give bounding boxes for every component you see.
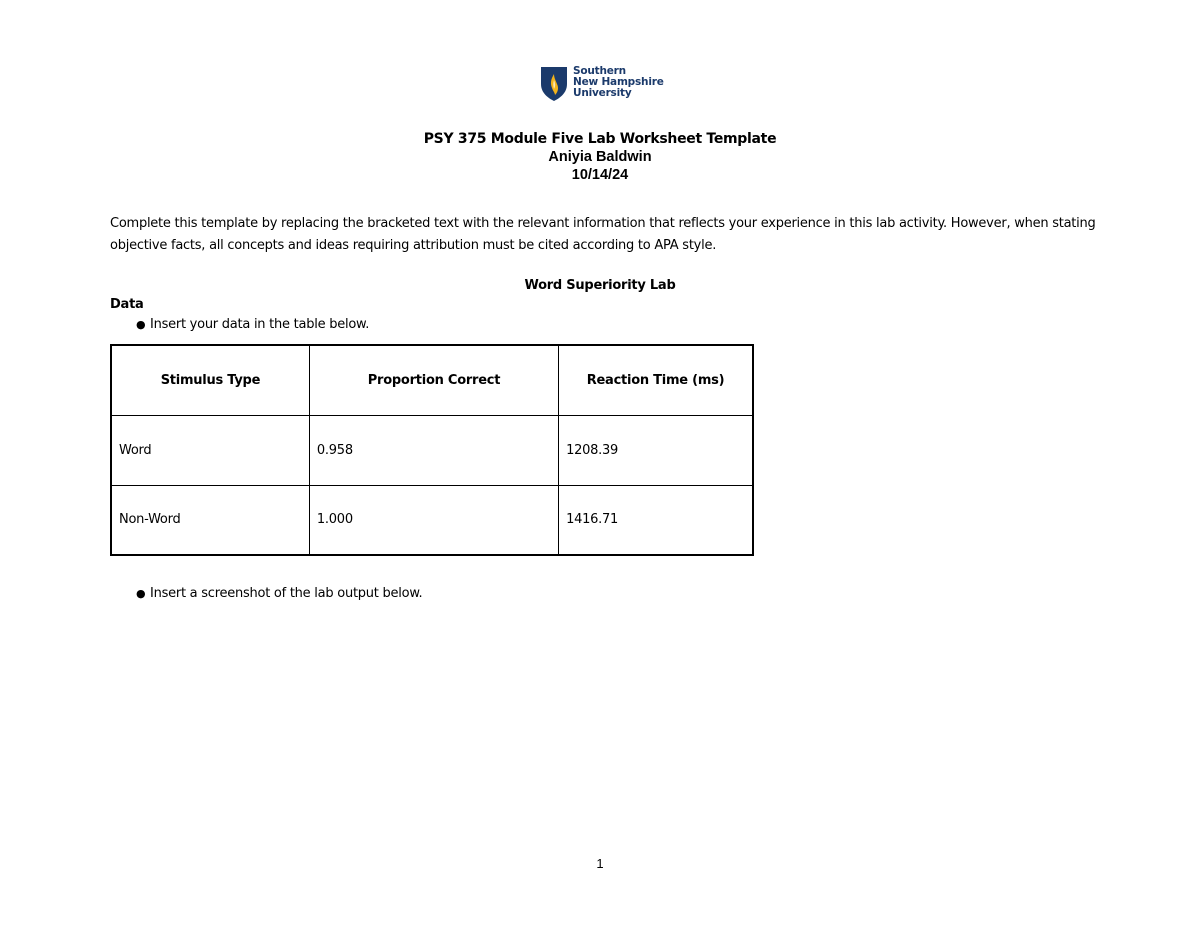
- bullet-text: Insert a screenshot of the lab output below.: [150, 586, 423, 601]
- title-block: [0, 130, 1200, 184]
- header-proportion-correct: Proportion Correct: [309, 345, 558, 415]
- cell-proportion-correct: 1.000: [309, 485, 558, 555]
- author-name: Aniyia Baldwin: [548, 149, 652, 165]
- table-row: [111, 415, 753, 485]
- section-title: Word Superiority Lab: [524, 278, 676, 293]
- data-table: [110, 344, 754, 556]
- page-number: 1: [596, 856, 604, 871]
- header-stimulus-type: Stimulus Type: [111, 345, 309, 415]
- cell-reaction-time: 1208.39: [559, 415, 753, 485]
- snhu-shield-icon: [540, 66, 568, 102]
- logo-line-1: Southern: [573, 65, 626, 77]
- header-reaction-time: Reaction Time (ms): [559, 345, 753, 415]
- instructions-paragraph: Complete this template by replacing the bracketed text with the relevant information that reflects your experience in this lab activity. However, when stating objective facts, all concepts and ideas requiring attribution must be cited according to APA style.: [110, 216, 1096, 253]
- cell-stimulus-type: Word: [111, 415, 309, 485]
- snhu-logo: [540, 66, 670, 106]
- document-date: 10/14/24: [571, 167, 629, 183]
- snhu-wordmark: [573, 66, 664, 99]
- logo-line-2: New Hampshire: [573, 76, 664, 88]
- logo-line-3: University: [573, 87, 632, 99]
- bullet-icon: ●: [136, 318, 146, 331]
- bullet-icon: ●: [136, 587, 146, 600]
- bullet-text: Insert your data in the table below.: [150, 317, 370, 332]
- cell-reaction-time: 1416.71: [559, 485, 753, 555]
- table-header-row: [111, 345, 753, 415]
- cell-stimulus-type: Non-Word: [111, 485, 309, 555]
- document-title: PSY 375 Module Five Lab Worksheet Template: [423, 131, 777, 147]
- bullet-insert-screenshot: [110, 585, 422, 603]
- cell-proportion-correct: 0.958: [309, 415, 558, 485]
- data-heading: Data: [110, 297, 144, 312]
- table-row: [111, 485, 753, 555]
- bullet-insert-data: [110, 316, 369, 334]
